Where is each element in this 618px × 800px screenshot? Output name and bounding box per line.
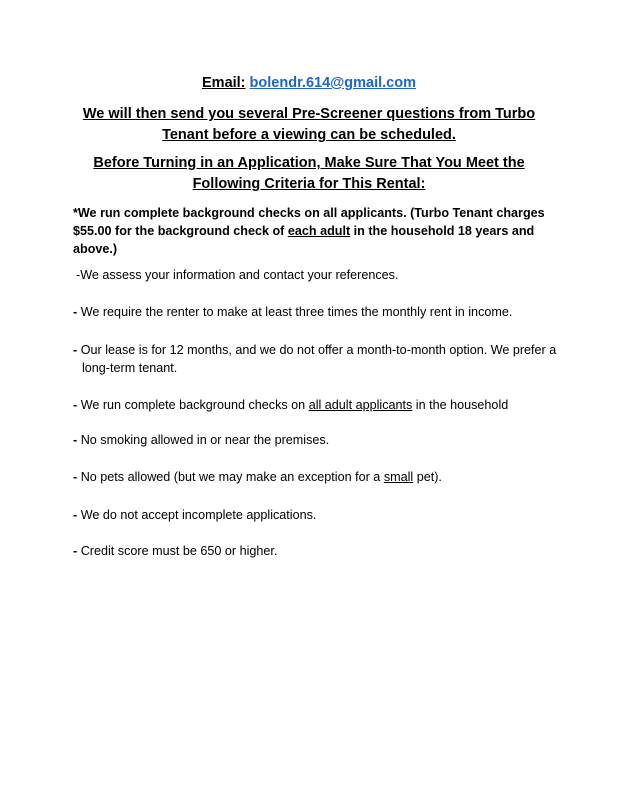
background-check-text-2: in the household 18 years and above.) [73, 224, 535, 256]
criteria-background-text-1: We run complete background checks on [77, 398, 309, 412]
bullet-dash: - [73, 470, 78, 484]
bullet-dash: - [73, 508, 78, 522]
email-label: Email: [202, 75, 246, 91]
criteria-item-assess [73, 266, 551, 284]
all-adult-applicants-underlined: all adult applicants [308, 398, 413, 412]
criteria-income-text: We require the renter to make at least three times the monthly rent in income. [77, 305, 513, 319]
criteria-pets-text-2: pet). [413, 470, 442, 484]
each-adult-underlined: each adult [287, 224, 351, 238]
prescreener-heading: We will then send you several Pre-Screener questions from Turbo Tenant before a viewing can be scheduled. [82, 106, 536, 143]
criteria-heading: Before Turning in an Application, Make Sure That You Meet the Following Criteria for This Rental: [93, 155, 525, 192]
criteria-item-lease [73, 341, 560, 377]
bullet-dash: - [73, 433, 78, 447]
bullet-dash: - [73, 544, 78, 558]
bullet-dash: - [73, 398, 78, 412]
criteria-item-pets [73, 468, 551, 486]
criteria-item-background [73, 396, 551, 414]
criteria-item-income [73, 303, 551, 321]
criteria-credit-text: Credit score must be 650 or higher. [77, 544, 278, 558]
criteria-lease-text: Our lease is for 12 months, and we do not offer a month-to-month option. We prefer a long-term tenant. [77, 343, 557, 375]
background-check-notice [73, 204, 551, 258]
background-check-text-1: *We run complete background checks on all applicants. (Turbo Tenant charges $55.00 for the background check of [73, 206, 545, 238]
criteria-incomplete-text: We do not accept incomplete applications. [77, 508, 317, 522]
criteria-smoking-text: No smoking allowed in or near the premises. [77, 433, 330, 447]
criteria-background-text-2: in the household [412, 398, 509, 412]
bullet-dash: - [73, 343, 78, 357]
criteria-pets-text-1: No pets allowed (but we may make an exception for a [77, 470, 384, 484]
criteria-item-credit [73, 542, 551, 560]
criteria-item-incomplete [73, 506, 551, 524]
email-link[interactable]: bolendr.614@gmail.com [249, 75, 416, 91]
criteria-assess-text: -We assess your information and contact your references. [76, 268, 399, 282]
criteria-item-smoking [73, 431, 551, 449]
email-line [0, 74, 618, 92]
small-underlined: small [383, 470, 414, 484]
bullet-dash: - [73, 305, 78, 319]
